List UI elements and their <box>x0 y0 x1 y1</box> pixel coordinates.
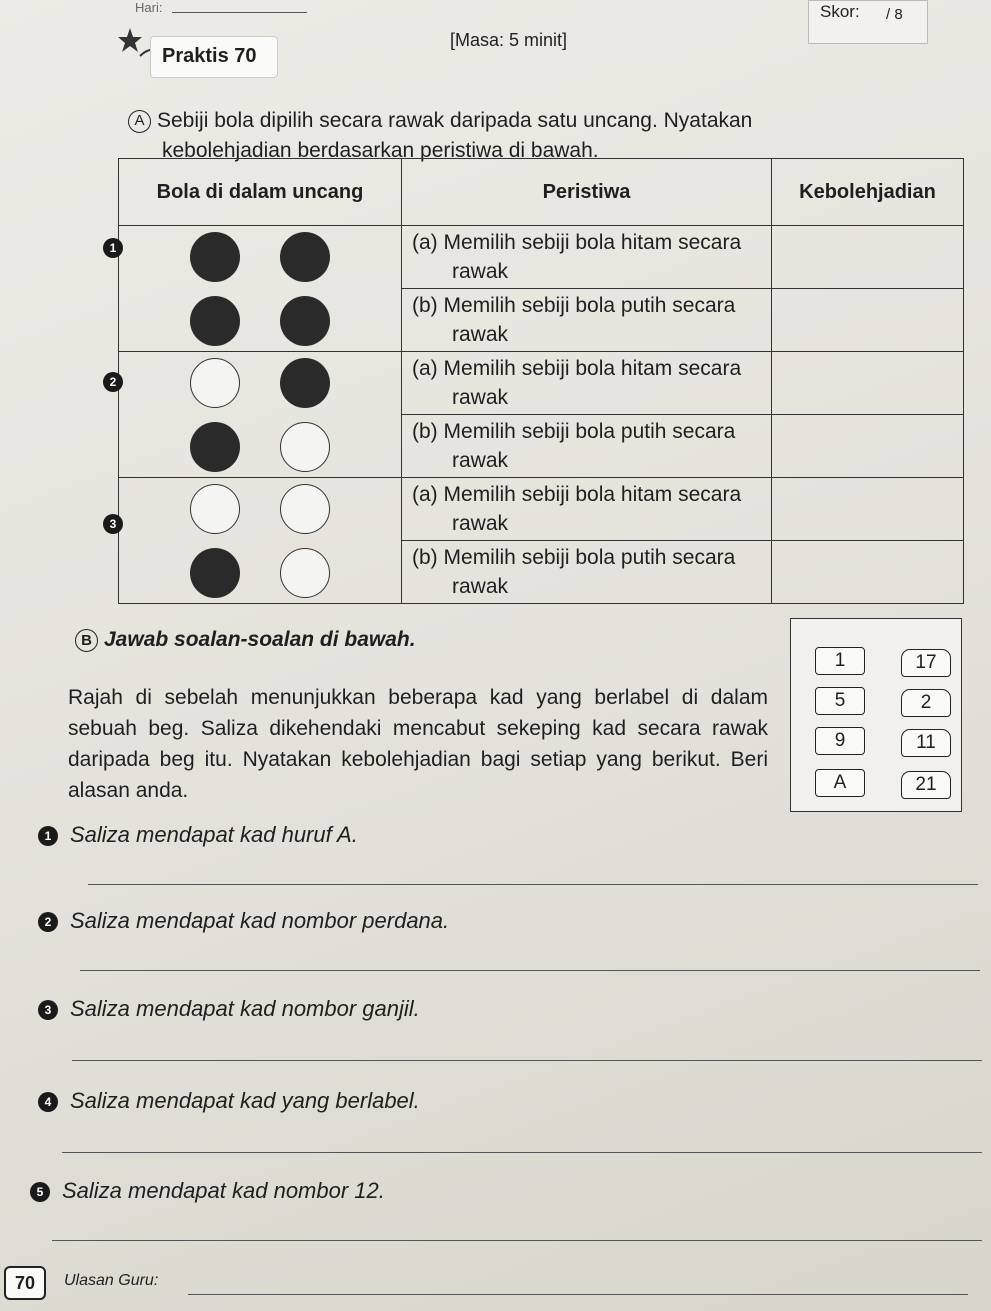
section-a-line1: Sebiji bola dipilih secara rawak daripada satu uncang. Nyatakan <box>157 109 753 132</box>
event-3a <box>402 478 772 541</box>
question-text: Saliza mendapat kad huruf A. <box>70 822 358 847</box>
white-ball <box>280 548 330 598</box>
question-number: 5 <box>30 1182 50 1202</box>
question-text: Saliza mendapat kad nombor ganjil. <box>70 996 420 1021</box>
answer-1a[interactable] <box>772 226 964 289</box>
answer-line-5[interactable] <box>52 1240 982 1241</box>
event-2a <box>402 352 772 415</box>
black-ball <box>280 296 330 346</box>
white-ball <box>280 422 330 472</box>
card: 5 <box>815 687 865 715</box>
ball-grid-3 <box>120 484 400 598</box>
card: 1 <box>815 647 865 675</box>
event-label: (b) <box>412 294 438 317</box>
card: 9 <box>815 727 865 755</box>
card-bag <box>790 618 962 812</box>
question-2 <box>38 908 449 934</box>
question-number: 3 <box>38 1000 58 1020</box>
section-a-instruction <box>128 106 968 166</box>
event-label: (b) <box>412 546 438 569</box>
praktis-title: Praktis 70 <box>162 45 257 67</box>
score-total: / 8 <box>886 6 903 23</box>
ball-grid-1 <box>120 232 400 346</box>
answer-3a[interactable] <box>772 478 964 541</box>
event-text: Memilih sebiji bola hitam secara rawak <box>443 483 742 535</box>
hari-label: Hari: <box>135 0 163 15</box>
event-2b <box>402 415 772 478</box>
question-5 <box>30 1178 385 1204</box>
card: 11 <box>901 729 951 757</box>
white-ball <box>190 484 240 534</box>
header-kebolehjadian: Kebolehjadian <box>772 159 964 226</box>
answer-line-3[interactable] <box>72 1060 982 1061</box>
question-3 <box>38 996 420 1022</box>
answer-1b[interactable] <box>772 289 964 352</box>
black-ball <box>190 232 240 282</box>
row-number-1: 1 <box>103 238 123 258</box>
event-1a <box>402 226 772 289</box>
question-number: 4 <box>38 1092 58 1112</box>
event-text: Memilih sebiji bola hitam secara rawak <box>443 231 742 283</box>
black-ball <box>190 548 240 598</box>
page-number: 70 <box>4 1266 46 1300</box>
answer-2b[interactable] <box>772 415 964 478</box>
white-ball <box>190 358 240 408</box>
score-label: Skor: <box>820 2 860 21</box>
balls-cell-1 <box>109 226 402 352</box>
question-4 <box>38 1088 420 1114</box>
question-text: Saliza mendapat kad nombor 12. <box>62 1178 385 1203</box>
white-ball <box>280 484 330 534</box>
event-label: (a) <box>412 483 438 506</box>
event-label: (a) <box>412 231 438 254</box>
balls-cell-3 <box>109 478 402 604</box>
answer-2a[interactable] <box>772 352 964 415</box>
card: A <box>815 769 865 797</box>
row-number-2: 2 <box>103 372 123 392</box>
teacher-comment-line[interactable] <box>188 1294 968 1295</box>
hari-answer-line[interactable] <box>172 12 307 13</box>
ball-grid-2 <box>120 358 400 472</box>
black-ball <box>280 358 330 408</box>
event-text: Memilih sebiji bola putih secara rawak <box>443 420 736 472</box>
card: 21 <box>901 771 951 799</box>
card: 2 <box>901 689 951 717</box>
event-label: (b) <box>412 420 438 443</box>
black-ball <box>280 232 330 282</box>
question-1 <box>38 822 358 848</box>
row-number-3: 3 <box>103 514 123 534</box>
section-b-marker: B <box>75 629 98 652</box>
event-text: Memilih sebiji bola putih secara rawak <box>443 294 736 346</box>
section-b-title-text: Jawab soalan-soalan di bawah. <box>104 628 416 651</box>
teacher-comment-label: Ulasan Guru: <box>64 1272 159 1289</box>
section-b-paragraph: Rajah di sebelah menunjukkan beberapa kad yang berlabel di dalam sebuah beg. Saliza dikehendaki mencabut sekeping kad secara rawak daripada beg itu. Nyatakan kebolehjadian bagi setiap yang berikut. Beri alasan anda. <box>68 686 768 802</box>
event-1b <box>402 289 772 352</box>
answer-line-1[interactable] <box>88 884 978 885</box>
time-allowed: [Masa: 5 minit] <box>450 30 568 50</box>
card: 17 <box>901 649 951 677</box>
answer-line-4[interactable] <box>62 1152 982 1153</box>
header-peristiwa: Peristiwa <box>402 159 772 226</box>
black-ball <box>190 422 240 472</box>
event-text: Memilih sebiji bola hitam secara rawak <box>443 357 742 409</box>
event-3b <box>402 541 772 604</box>
question-number: 2 <box>38 912 58 932</box>
event-label: (a) <box>412 357 438 380</box>
answer-line-2[interactable] <box>80 970 980 971</box>
section-a-line2: kebolehjadian berdasarkan peristiwa di bawah. <box>162 139 599 162</box>
question-text: Saliza mendapat kad nombor perdana. <box>70 908 450 933</box>
section-b-title <box>75 628 416 652</box>
black-ball <box>190 296 240 346</box>
section-a-marker: A <box>128 110 151 133</box>
balls-cell-2 <box>109 352 402 478</box>
event-text: Memilih sebiji bola putih secara rawak <box>443 546 736 598</box>
answer-3b[interactable] <box>772 541 964 604</box>
question-text: Saliza mendapat kad yang berlabel. <box>70 1088 420 1113</box>
header-bola: Bola di dalam uncang <box>119 159 402 226</box>
events-table <box>109 158 964 604</box>
question-number: 1 <box>38 826 58 846</box>
